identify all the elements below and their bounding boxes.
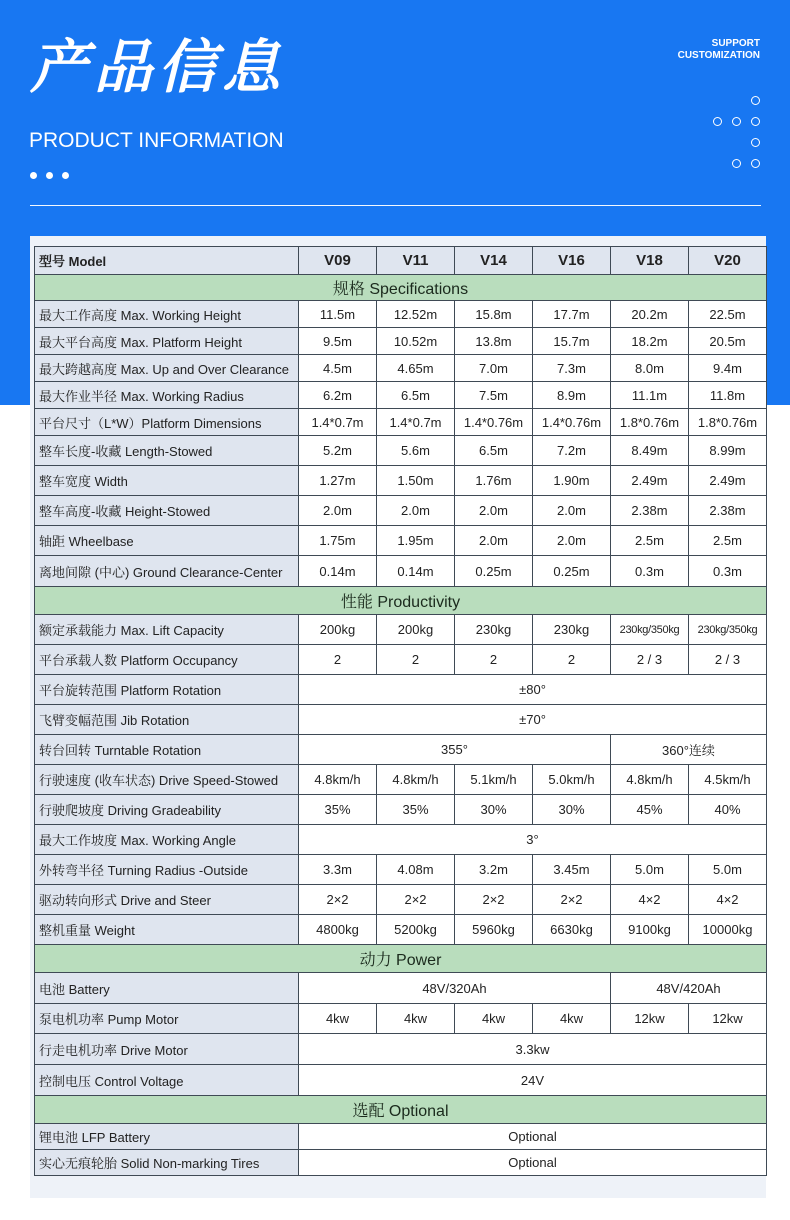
table-row (35, 615, 767, 645)
row-label: 平台旋转范围 Platform Rotation (35, 675, 299, 705)
row-label: 控制电压 Control Voltage (35, 1065, 299, 1096)
row-label: 最大平台高度 Max. Platform Height (35, 328, 299, 355)
cell-value: 24V (299, 1065, 767, 1096)
cell-value: 8.9m (533, 382, 611, 409)
row-label: 整车高度-收藏 Height-Stowed (35, 496, 299, 526)
cell-value: 2×2 (455, 885, 533, 915)
row-label: 飞臂变幅范围 Jib Rotation (35, 705, 299, 735)
row-label: 锂电池 LFP Battery (35, 1124, 299, 1150)
cell-value: 6630kg (533, 915, 611, 945)
cell-value: 2 / 3 (611, 645, 689, 675)
cell-value: 2.0m (455, 526, 533, 556)
cell-value: 3° (299, 825, 767, 855)
cell-value: 3.3kw (299, 1034, 767, 1065)
cell-value: 6.5m (455, 436, 533, 466)
table-row (35, 675, 767, 705)
cell-value: 4.5m (299, 355, 377, 382)
dot-icon (62, 172, 69, 179)
cell-value: 5.6m (377, 436, 455, 466)
cell-value: 15.8m (455, 301, 533, 328)
cell-value: 2 (533, 645, 611, 675)
cell-value: 0.3m (689, 556, 767, 587)
cell-value: 7.0m (455, 355, 533, 382)
page-subtitle: PRODUCT INFORMATION (29, 129, 284, 152)
cell-value: 2.0m (299, 496, 377, 526)
row-label: 额定承载能力 Max. Lift Capacity (35, 615, 299, 645)
row-label: 驱动转向形式 Drive and Steer (35, 885, 299, 915)
cell-value: 1.4*0.7m (299, 409, 377, 436)
cell-value: 4kw (377, 1004, 455, 1034)
cell-value: 11.1m (611, 382, 689, 409)
model-v09: V09 (299, 247, 377, 275)
row-label: 最大工作高度 Max. Working Height (35, 301, 299, 328)
table-row (35, 466, 767, 496)
cell-value: 1.75m (299, 526, 377, 556)
cell-value: 1.95m (377, 526, 455, 556)
table-row (35, 915, 767, 945)
row-label: 实心无痕轮胎 Solid Non-marking Tires (35, 1150, 299, 1176)
table-row (35, 328, 767, 355)
row-label: 最大跨越高度 Max. Up and Over Clearance (35, 355, 299, 382)
cell-value: 3.3m (299, 855, 377, 885)
cell-value: 0.14m (299, 556, 377, 587)
cell-value: 6.2m (299, 382, 377, 409)
cell-value: 2.38m (611, 496, 689, 526)
cell-value: 4.5km/h (689, 765, 767, 795)
circle-pattern-decoration (700, 92, 770, 172)
cell-value: 2.0m (377, 496, 455, 526)
cell-value: 0.14m (377, 556, 455, 587)
circle-icon (751, 159, 760, 168)
table-row (35, 735, 767, 765)
cell-value: 3.2m (455, 855, 533, 885)
table-row (35, 765, 767, 795)
cell-value: 5200kg (377, 915, 455, 945)
cell-value: 6.5m (377, 382, 455, 409)
page-title: 产品信息 (30, 33, 287, 101)
cell-value: 2 (455, 645, 533, 675)
table-row (35, 705, 767, 735)
circle-icon (732, 117, 741, 126)
row-label: 轴距 Wheelbase (35, 526, 299, 556)
support-line: SUPPORT (711, 38, 760, 49)
cell-value: 13.8m (455, 328, 533, 355)
table-row (35, 496, 767, 526)
cell-value: 5.0km/h (533, 765, 611, 795)
row-label: 泵电机功率 Pump Motor (35, 1004, 299, 1034)
cell-value: 7.5m (455, 382, 533, 409)
section-row (35, 1096, 767, 1124)
cell-value: 10000kg (689, 915, 767, 945)
row-label: 行驶爬坡度 Driving Gradeability (35, 795, 299, 825)
cell-value: 40% (689, 795, 767, 825)
cell-value: 30% (455, 795, 533, 825)
circle-icon (713, 117, 722, 126)
cell-value: 5.1km/h (455, 765, 533, 795)
section-title-productivity: 性能 Productivity (35, 587, 767, 615)
cell-value: 7.2m (533, 436, 611, 466)
section-title-power: 动力 Power (35, 945, 767, 973)
cell-value: 8.99m (689, 436, 767, 466)
cell-value: 17.7m (533, 301, 611, 328)
cell-value: Optional (299, 1124, 767, 1150)
row-label: 外转弯半径 Turning Radius -Outside (35, 855, 299, 885)
cell-value: 355° (299, 735, 611, 765)
table-row (35, 885, 767, 915)
cell-value: 12kw (611, 1004, 689, 1034)
cell-value: 9100kg (611, 915, 689, 945)
cell-value: 1.90m (533, 466, 611, 496)
cell-value: 12.52m (377, 301, 455, 328)
spec-table (34, 246, 767, 1176)
cell-value: 200kg (299, 615, 377, 645)
cell-value: 35% (377, 795, 455, 825)
row-label: 最大工作坡度 Max. Working Angle (35, 825, 299, 855)
cell-value: 20.2m (611, 301, 689, 328)
cell-value: 4.8km/h (377, 765, 455, 795)
table-row (35, 355, 767, 382)
table-row (35, 1004, 767, 1034)
cell-value: 12kw (689, 1004, 767, 1034)
cell-value: 2 (377, 645, 455, 675)
cell-value: 1.27m (299, 466, 377, 496)
cell-value: 230kg (533, 615, 611, 645)
table-row (35, 526, 767, 556)
circle-icon (751, 117, 760, 126)
dot-icon (30, 172, 37, 179)
table-row (35, 855, 767, 885)
table-row (35, 409, 767, 436)
cell-value: 4.08m (377, 855, 455, 885)
cell-value: 30% (533, 795, 611, 825)
cell-value: 230kg (455, 615, 533, 645)
row-label: 电池 Battery (35, 973, 299, 1004)
cell-value: 360°连续 (611, 735, 767, 765)
table-row (35, 301, 767, 328)
customization-line: CUSTOMIZATION (677, 50, 760, 61)
row-label: 整车长度-收藏 Length-Stowed (35, 436, 299, 466)
cell-value: 9.4m (689, 355, 767, 382)
support-customization-badge (678, 38, 760, 62)
table-row (35, 825, 767, 855)
cell-value: 2 (299, 645, 377, 675)
cell-value: 230kg/350kg (611, 615, 689, 645)
table-row (35, 645, 767, 675)
model-v20: V20 (689, 247, 767, 275)
cell-value: 48V/420Ah (611, 973, 767, 1004)
cell-value: 2.0m (533, 526, 611, 556)
cell-value: 9.5m (299, 328, 377, 355)
cell-value: 48V/320Ah (299, 973, 611, 1004)
cell-value: 4800kg (299, 915, 377, 945)
cell-value: 5.0m (611, 855, 689, 885)
cell-value: 2 / 3 (689, 645, 767, 675)
cell-value: Optional (299, 1150, 767, 1176)
cell-value: 4.65m (377, 355, 455, 382)
cell-value: 2.5m (689, 526, 767, 556)
cell-value: 1.4*0.76m (533, 409, 611, 436)
model-v11: V11 (377, 247, 455, 275)
cell-value: 2.0m (455, 496, 533, 526)
table-row (35, 1124, 767, 1150)
cell-value: 2.49m (611, 466, 689, 496)
row-label: 整车宽度 Width (35, 466, 299, 496)
cell-value: 5.2m (299, 436, 377, 466)
cell-value: 200kg (377, 615, 455, 645)
section-row (35, 945, 767, 973)
table-row (35, 1150, 767, 1176)
cell-value: 1.76m (455, 466, 533, 496)
cell-value: 1.4*0.7m (377, 409, 455, 436)
row-label: 转台回转 Turntable Rotation (35, 735, 299, 765)
cell-value: 1.8*0.76m (689, 409, 767, 436)
section-title-specifications: 规格 Specifications (35, 275, 767, 301)
row-label: 行走电机功率 Drive Motor (35, 1034, 299, 1065)
circle-icon (751, 138, 760, 147)
cell-value: 2.38m (689, 496, 767, 526)
cell-value: 4kw (533, 1004, 611, 1034)
cell-value: 230kg/350kg (689, 615, 767, 645)
cell-value: 2×2 (533, 885, 611, 915)
table-row (35, 436, 767, 466)
cell-value: 8.0m (611, 355, 689, 382)
cell-value: 2.49m (689, 466, 767, 496)
cell-value: 1.4*0.76m (455, 409, 533, 436)
cell-value: 45% (611, 795, 689, 825)
cell-value: 1.8*0.76m (611, 409, 689, 436)
cell-value: 5.0m (689, 855, 767, 885)
table-row (35, 973, 767, 1004)
section-title-optional: 选配 Optional (35, 1096, 767, 1124)
cell-value: 2.0m (533, 496, 611, 526)
cell-value: 20.5m (689, 328, 767, 355)
cell-value: 22.5m (689, 301, 767, 328)
cell-value: 18.2m (611, 328, 689, 355)
row-label: 最大作业半径 Max. Working Radius (35, 382, 299, 409)
cell-value: 8.49m (611, 436, 689, 466)
cell-value: 2.5m (611, 526, 689, 556)
circle-icon (732, 159, 741, 168)
cell-value: ±80° (299, 675, 767, 705)
cell-value: 4×2 (611, 885, 689, 915)
row-label: 离地间隙 (中心) Ground Clearance-Center (35, 556, 299, 587)
cell-value: 1.50m (377, 466, 455, 496)
cell-value: 3.45m (533, 855, 611, 885)
cell-value: 11.8m (689, 382, 767, 409)
cell-value: 4×2 (689, 885, 767, 915)
cell-value: 35% (299, 795, 377, 825)
cell-value: 0.3m (611, 556, 689, 587)
cell-value: 2×2 (377, 885, 455, 915)
row-label: 整机重量 Weight (35, 915, 299, 945)
model-header-row (35, 247, 767, 275)
table-row (35, 556, 767, 587)
cell-value: 0.25m (455, 556, 533, 587)
cell-value: 4kw (455, 1004, 533, 1034)
cell-value: 0.25m (533, 556, 611, 587)
cell-value: 2×2 (299, 885, 377, 915)
section-row (35, 587, 767, 615)
row-label: 行驶速度 (收车状态) Drive Speed-Stowed (35, 765, 299, 795)
model-label: 型号 Model (35, 247, 299, 275)
row-label: 平台承载人数 Platform Occupancy (35, 645, 299, 675)
table-row (35, 1034, 767, 1065)
table-row (35, 795, 767, 825)
dot-icon (46, 172, 53, 179)
table-row (35, 1065, 767, 1096)
model-v16: V16 (533, 247, 611, 275)
table-row (35, 382, 767, 409)
cell-value: 15.7m (533, 328, 611, 355)
cell-value: 5960kg (455, 915, 533, 945)
cell-value: 4kw (299, 1004, 377, 1034)
cell-value: 11.5m (299, 301, 377, 328)
cell-value: 10.52m (377, 328, 455, 355)
model-v18: V18 (611, 247, 689, 275)
section-row (35, 275, 767, 301)
row-label: 平台尺寸（L*W）Platform Dimensions (35, 409, 299, 436)
divider (30, 205, 761, 206)
cell-value: 4.8km/h (299, 765, 377, 795)
cell-value: 7.3m (533, 355, 611, 382)
model-v14: V14 (455, 247, 533, 275)
cell-value: ±70° (299, 705, 767, 735)
circle-icon (751, 96, 760, 105)
cell-value: 4.8km/h (611, 765, 689, 795)
